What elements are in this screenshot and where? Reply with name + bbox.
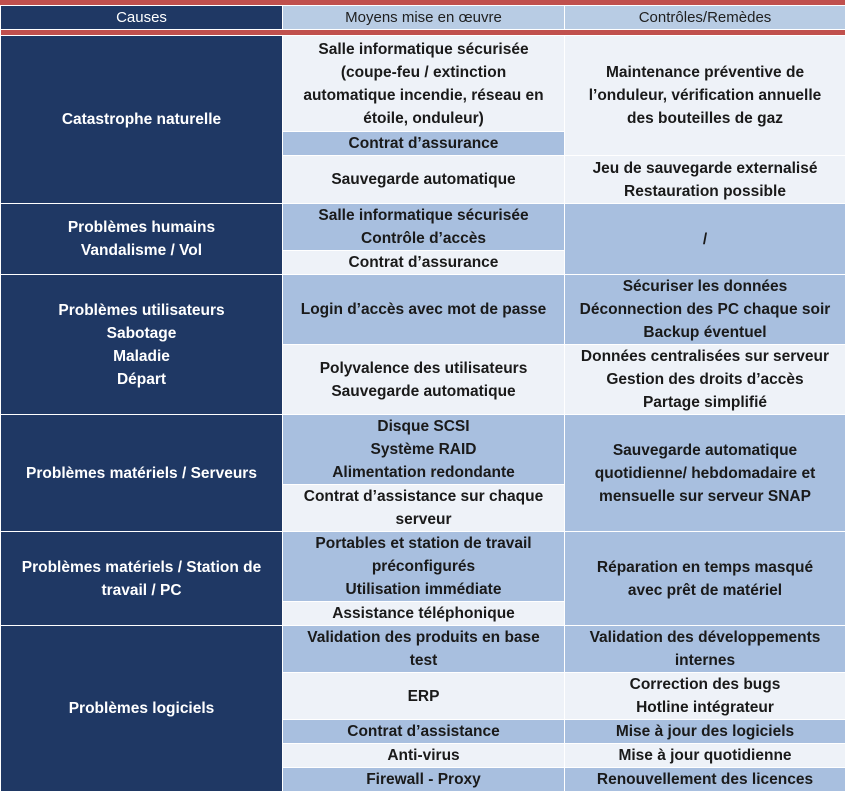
controls-line: Réparation en temps masqué	[596, 558, 814, 576]
means-line: étoile, onduleur)	[363, 109, 484, 127]
means-cell	[283, 720, 565, 744]
controls-cell	[565, 345, 845, 415]
table-row	[1, 415, 845, 485]
controls-cell	[565, 720, 845, 744]
means-line: préconfigurés	[371, 558, 476, 575]
cause-line: Problèmes humains	[67, 219, 216, 236]
controls-line: /	[702, 230, 708, 248]
means-line: Sauvegarde automatique	[331, 382, 516, 400]
means-line: Disque SCSI	[377, 418, 470, 435]
controls-cell	[565, 415, 845, 532]
means-cell	[283, 132, 565, 156]
means-line: Anti-virus	[387, 747, 460, 764]
means-cell	[283, 602, 565, 626]
risk-table	[0, 5, 845, 792]
controls-line: Maintenance préventive de	[605, 64, 805, 81]
means-cell	[283, 673, 565, 720]
controls-line: Restauration possible	[624, 182, 786, 200]
controls-line: Sécuriser les données	[622, 278, 788, 295]
controls-line: l’onduleur, vérification annuelle	[588, 87, 822, 104]
means-cell	[283, 626, 565, 673]
means-line: Sauvegarde automatique	[331, 171, 516, 188]
means-cell	[283, 156, 565, 204]
means-line: Utilisation immédiate	[345, 581, 502, 598]
controls-line: Validation des développements	[589, 629, 821, 646]
controls-line: Renouvellement des licences	[596, 771, 814, 788]
header-causes: Causes	[1, 6, 283, 30]
controls-line: quotidienne/ hebdomadaire et	[594, 464, 816, 482]
means-cell	[283, 415, 565, 485]
means-line: serveur	[395, 511, 452, 528]
controls-cell	[565, 626, 845, 673]
controls-line: Déconnection des PC chaque soir	[579, 301, 831, 318]
header-means: Moyens mise en œuvre	[283, 6, 565, 30]
cause-line: Problèmes utilisateurs	[58, 301, 225, 319]
means-cell	[283, 744, 565, 768]
means-line: automatique incendie, réseau en	[303, 86, 544, 104]
cause-line: Problèmes matériels / Station de	[21, 558, 262, 576]
means-cell	[283, 204, 565, 251]
controls-line: Hotline intégrateur	[636, 699, 774, 716]
table-row	[1, 626, 845, 673]
controls-cell	[565, 275, 845, 345]
cause-cell	[1, 415, 283, 532]
controls-line: Mise à jour quotidienne	[618, 747, 792, 764]
means-line: Contrat d’assistance	[347, 723, 500, 740]
controls-line: avec prêt de matériel	[627, 581, 783, 599]
cause-cell	[1, 275, 283, 415]
means-line: Contrôle d’accès	[361, 230, 486, 247]
controls-cell	[565, 532, 845, 626]
controls-cell	[565, 673, 845, 720]
means-line: Alimentation redondante	[332, 464, 515, 481]
means-line: ERP	[407, 687, 440, 705]
controls-line: Sauvegarde automatique	[612, 441, 798, 459]
means-cell	[283, 36, 565, 132]
cause-line: travail / PC	[101, 581, 182, 599]
means-line: Contrat d’assurance	[348, 135, 499, 152]
means-line: Système RAID	[370, 441, 477, 458]
cause-line: Maladie	[113, 347, 170, 365]
cause-cell	[1, 36, 283, 204]
controls-cell	[565, 36, 845, 156]
means-line: Assistance téléphonique	[332, 605, 515, 622]
controls-line: Correction des bugs	[629, 676, 781, 693]
means-cell	[283, 345, 565, 415]
cause-line: Sabotage	[106, 324, 177, 342]
controls-cell	[565, 156, 845, 204]
controls-cell	[565, 744, 845, 768]
cause-line: Problèmes logiciels	[68, 700, 215, 717]
means-line: Login d’accès avec mot de passe	[300, 301, 547, 318]
header-row	[1, 6, 845, 30]
cause-cell	[1, 532, 283, 626]
table-row	[1, 204, 845, 251]
means-line: Contrat d’assurance	[348, 254, 499, 271]
controls-cell	[565, 768, 845, 792]
cause-line: Départ	[116, 370, 167, 388]
means-cell	[283, 275, 565, 345]
controls-cell	[565, 204, 845, 275]
means-line: test	[409, 652, 438, 669]
means-line: (coupe-feu / extinction	[340, 63, 507, 81]
cause-line: Catastrophe naturelle	[61, 111, 222, 128]
means-line: Salle informatique sécurisée	[318, 40, 529, 58]
header-controls: Contrôles/Remèdes	[565, 6, 845, 30]
controls-line: des bouteilles de gaz	[627, 110, 783, 127]
means-line: Contrat d’assistance sur chaque	[303, 488, 544, 505]
cause-cell	[1, 626, 283, 792]
controls-line: internes	[674, 652, 736, 669]
means-line: Polyvalence des utilisateurs	[319, 359, 528, 377]
controls-line: Jeu de sauvegarde externalisé	[592, 159, 818, 177]
controls-line: Données centralisées sur serveur	[580, 348, 830, 365]
controls-line: mensuelle sur serveur SNAP	[599, 487, 811, 505]
table-row	[1, 275, 845, 345]
means-cell	[283, 768, 565, 792]
controls-line: Mise à jour des logiciels	[615, 723, 795, 740]
controls-line: Backup éventuel	[643, 324, 767, 341]
cause-line: Problèmes matériels / Serveurs	[26, 464, 257, 482]
means-line: Firewall - Proxy	[366, 771, 481, 788]
table-row	[1, 532, 845, 602]
controls-line: Gestion des droits d’accès	[606, 371, 804, 388]
means-line: Salle informatique sécurisée	[318, 207, 529, 224]
means-cell	[283, 485, 565, 532]
cause-cell	[1, 204, 283, 275]
controls-line: Partage simplifié	[642, 394, 768, 411]
table-row	[1, 36, 845, 132]
means-line: Validation des produits en base	[307, 629, 540, 646]
cause-line: Vandalisme / Vol	[80, 242, 203, 259]
means-line: Portables et station de travail	[315, 535, 532, 552]
means-cell	[283, 251, 565, 275]
means-cell	[283, 532, 565, 602]
